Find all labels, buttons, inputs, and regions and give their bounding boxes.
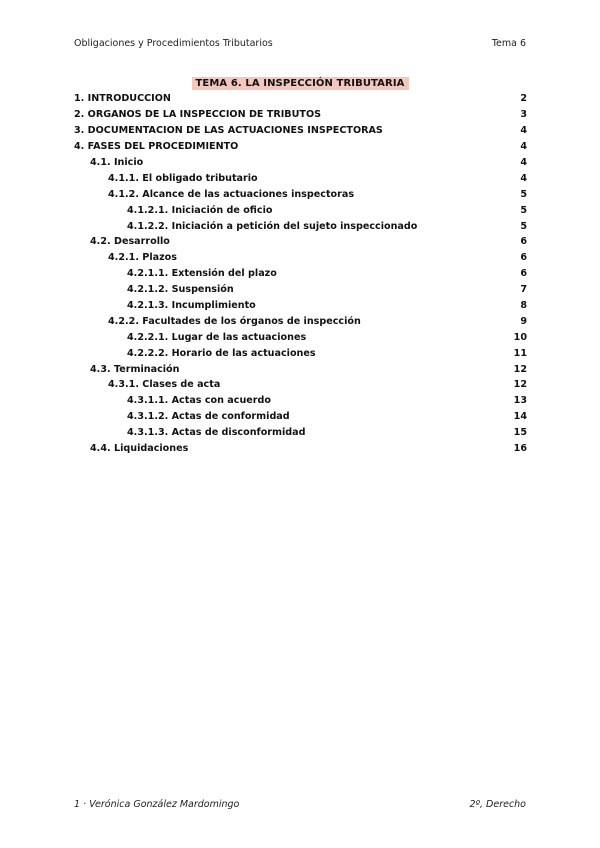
toc-entry-page-number: 10 <box>513 331 527 343</box>
toc-entry-label: 4.4. Liquidaciones <box>90 443 189 455</box>
toc-entry[interactable] <box>74 361 527 377</box>
toc-entry[interactable] <box>74 155 527 171</box>
toc-entry-page-number: 9 <box>520 315 527 327</box>
page-header <box>74 38 526 49</box>
toc-entry[interactable] <box>74 91 527 107</box>
toc-entry-label: 4.2.1.1. Extensión del plazo <box>127 268 277 280</box>
toc-entry-page-number: 5 <box>520 188 527 200</box>
toc-entry[interactable] <box>74 282 527 298</box>
toc-entry[interactable] <box>74 441 527 457</box>
toc-entry-page-number: 4 <box>520 141 527 153</box>
toc-entry-label: 2. ÓRGANOS DE LA INSPECCIÓN DE TRIBUTOS <box>74 109 322 121</box>
toc-entry-page-number: 3 <box>520 109 527 121</box>
toc-entry-page-number: 15 <box>513 427 527 439</box>
toc-entry[interactable] <box>74 186 527 202</box>
toc-entry[interactable] <box>74 329 527 345</box>
toc-entry[interactable] <box>74 298 527 314</box>
toc-entry-page-number: 4 <box>520 172 527 184</box>
toc-entry-page-number: 6 <box>520 236 527 248</box>
toc-entry[interactable] <box>74 170 527 186</box>
toc-entry[interactable] <box>74 139 527 155</box>
toc-entry-label: 4. FASES DEL PROCEDIMIENTO <box>74 141 239 153</box>
toc-entry[interactable] <box>74 250 527 266</box>
toc-entry-page-number: 4 <box>520 157 527 168</box>
toc-entry-label: 4.1.2. Alcance de las actuaciones inspectoras <box>108 188 355 200</box>
toc-entry-label: 1. INTRODUCCIÓN <box>74 93 171 105</box>
page-title: TEMA 6. LA INSPECCIÓN TRIBUTARIA <box>192 77 409 90</box>
title-wrapper <box>0 71 600 90</box>
page-footer <box>74 799 526 810</box>
toc-entry-page-number: 12 <box>513 379 527 391</box>
toc-entry-page-number: 4 <box>520 125 527 137</box>
toc-entry[interactable] <box>74 234 527 250</box>
toc-entry-label: 4.2.1. Plazos <box>108 252 177 264</box>
footer-course: 2º, Derecho <box>469 799 526 810</box>
toc-entry-label: 4.2.2.2. Horario de las actuaciones <box>127 347 316 359</box>
toc-entry-label: 4.3.1. Clases de acta <box>108 379 221 391</box>
toc-entry-page-number: 2 <box>520 93 527 105</box>
toc-entry-page-number: 16 <box>513 443 527 455</box>
toc-entry-page-number: 11 <box>513 347 527 359</box>
toc-entry[interactable] <box>74 377 527 393</box>
table-of-contents <box>74 91 527 456</box>
toc-entry[interactable] <box>74 425 527 441</box>
toc-entry-label: 4.2.1.2. Suspensión <box>127 284 234 296</box>
footer-author: 1 · Verónica González Mardomingo <box>74 799 240 810</box>
header-document-title: Obligaciones y Procedimientos Tributarios <box>74 38 273 49</box>
toc-entry-page-number: 8 <box>520 300 527 312</box>
toc-entry-page-number: 12 <box>513 363 527 375</box>
toc-entry[interactable] <box>74 123 527 139</box>
toc-entry[interactable] <box>74 266 527 282</box>
toc-entry-label: 4.2.1.3. Incumplimiento <box>127 300 256 312</box>
toc-entry-page-number: 13 <box>513 395 527 407</box>
toc-entry-page-number: 6 <box>520 268 527 280</box>
toc-entry-label: 4.3. Terminación <box>90 363 180 375</box>
toc-entry[interactable] <box>74 202 527 218</box>
toc-entry-page-number: 7 <box>520 284 527 296</box>
toc-entry[interactable] <box>74 218 527 234</box>
toc-entry[interactable] <box>74 345 527 361</box>
toc-entry-label: 4.1.2.1. Iniciación de oficio <box>127 204 273 216</box>
toc-entry-label: 4.3.1.1. Actas con acuerdo <box>127 395 271 407</box>
toc-entry-label: 4.2.2. Facultades de los órganos de inspección <box>108 315 361 327</box>
toc-entry-label: 4.2.2.1. Lugar de las actuaciones <box>127 331 307 343</box>
toc-entry-label: 4.1. Inicio <box>90 157 144 168</box>
toc-entry[interactable] <box>74 409 527 425</box>
toc-entry-page-number: 6 <box>520 252 527 264</box>
toc-entry-page-number: 14 <box>513 411 527 423</box>
toc-entry-label: 4.1.2.2. Iniciación a petición del sujeto inspeccionado <box>127 220 418 232</box>
toc-entry[interactable] <box>74 393 527 409</box>
toc-entry-label: 3. DOCUMENTACIÓN DE LAS ACTUACIONES INSPECTORAS <box>74 125 383 137</box>
toc-entry-page-number: 5 <box>520 220 527 232</box>
toc-entry[interactable] <box>74 313 527 329</box>
header-topic: Tema 6 <box>491 38 526 49</box>
toc-entry[interactable] <box>74 107 527 123</box>
toc-entry-page-number: 5 <box>520 204 527 216</box>
toc-entry-label: 4.2. Desarrollo <box>90 236 170 248</box>
toc-entry-label: 4.3.1.3. Actas de disconformidad <box>127 427 306 439</box>
toc-entry-label: 4.1.1. El obligado tributario <box>108 172 258 184</box>
toc-entry-label: 4.3.1.2. Actas de conformidad <box>127 411 290 423</box>
